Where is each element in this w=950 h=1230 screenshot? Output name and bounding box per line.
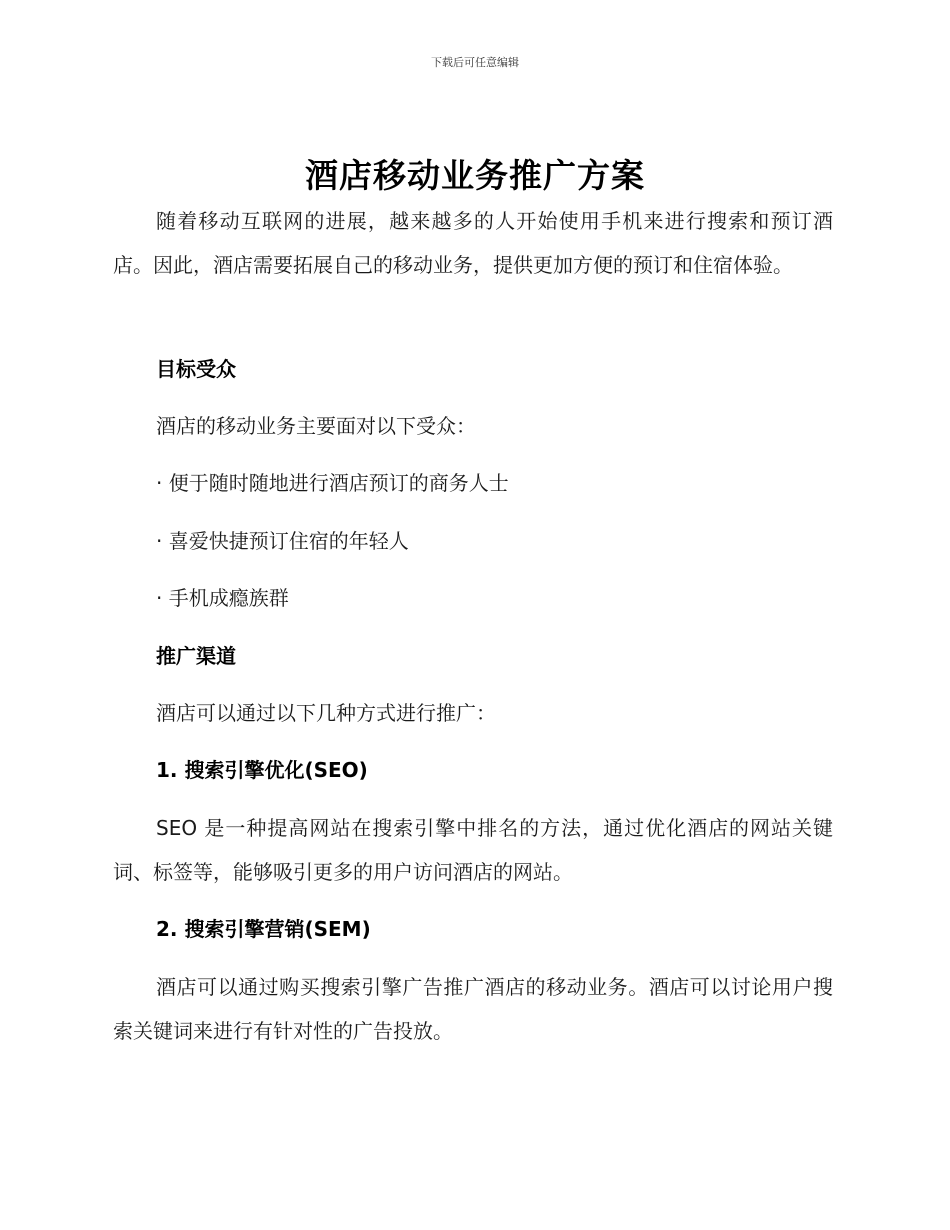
- channels-lead: 酒店可以通过以下几种方式进行推广：: [156, 701, 496, 725]
- audience-lead: 酒店的移动业务主要面对以下受众：: [156, 414, 476, 438]
- page-header-note: 下载后可任意编辑: [431, 56, 519, 69]
- seo-paragraph: SEO 是一种提高网站在搜索引擎中排名的方法，通过优化酒店的网站关键词、标签等，能够吸引更多的用户访问酒店的网站。: [113, 816, 833, 884]
- sem-heading: 2. 搜索引擎营销(SEM): [156, 917, 371, 941]
- intro-paragraph: 随着移动互联网的进展，越来越多的人开始使用手机来进行搜索和预订酒店。因此，酒店需要拓展自己的移动业务，提供更加方便的预订和住宿体验。: [113, 209, 833, 277]
- audience-heading: 目标受众: [156, 357, 236, 381]
- audience-item: · 便于随时随地进行酒店预订的商务人士: [156, 471, 509, 495]
- sem-paragraph: 酒店可以通过购买搜索引擎广告推广酒店的移动业务。酒店可以讨论用户搜索关键词来进行有针对性的广告投放。: [113, 975, 833, 1043]
- audience-item: · 喜爱快捷预订住宿的年轻人: [156, 529, 409, 553]
- audience-item: · 手机成瘾族群: [156, 586, 289, 610]
- channels-heading: 推广渠道: [156, 644, 236, 668]
- seo-heading: 1. 搜索引擎优化(SEO): [156, 758, 368, 782]
- document-title: 酒店移动业务推广方案: [305, 156, 645, 195]
